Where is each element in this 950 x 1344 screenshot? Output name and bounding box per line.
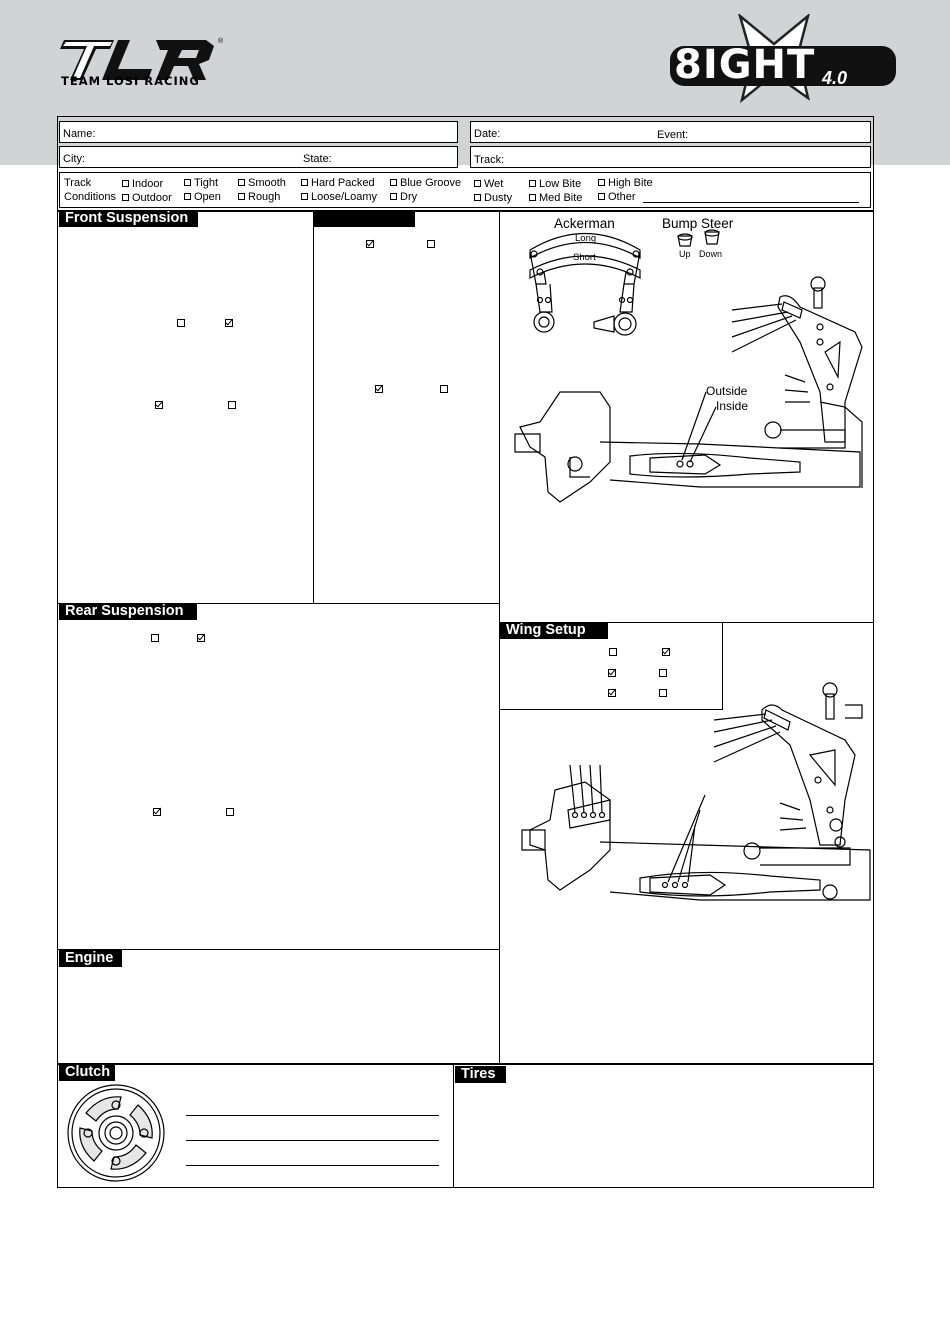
- option-blue-groove[interactable]: Blue Groove: [390, 177, 461, 189]
- event-label: Event:: [657, 129, 689, 141]
- product-logo-text: 8IGHT: [674, 42, 816, 88]
- front-unnamed-checkbox-checked[interactable]: [375, 385, 383, 393]
- rear-suspension-diagram: [500, 670, 872, 930]
- front-unnamed-checkbox-checked[interactable]: [366, 240, 374, 248]
- city-label: City:: [63, 153, 85, 165]
- option-low-bite[interactable]: Low Bite: [529, 178, 581, 190]
- option-hard-packed[interactable]: Hard Packed: [301, 177, 375, 189]
- tires-header: Tires: [455, 1066, 506, 1083]
- outside-label: Outside: [706, 384, 748, 398]
- track-label: Track:: [474, 154, 505, 166]
- wing-setup-header: Wing Setup: [500, 622, 608, 639]
- name-label: Name:: [63, 128, 96, 140]
- long-label: Long: [575, 233, 597, 244]
- clutch-write-line[interactable]: [186, 1140, 439, 1141]
- ackerman-label: Ackerman: [554, 216, 615, 231]
- rear-suspension-header: Rear Suspension: [59, 603, 197, 620]
- divider: [57, 949, 500, 950]
- wing-checkbox-checked[interactable]: [662, 648, 670, 656]
- date-label: Date:: [474, 128, 501, 140]
- rear-checkbox[interactable]: [226, 808, 234, 816]
- option-wet[interactable]: Wet: [474, 178, 503, 190]
- clutch-diagram: [66, 1083, 166, 1183]
- option-indoor[interactable]: Indoor: [122, 178, 163, 190]
- option-tight[interactable]: Tight: [184, 177, 218, 189]
- divider: [453, 1063, 454, 1188]
- short-label: Short: [573, 252, 596, 263]
- front-checkbox[interactable]: [177, 319, 185, 327]
- state-label: State:: [303, 153, 332, 165]
- front-suspension-diagram: [500, 212, 872, 512]
- option-high-bite[interactable]: High Bite: [598, 177, 653, 189]
- divider: [57, 1063, 874, 1065]
- front-unnamed-header: [314, 210, 415, 227]
- front-checkbox-checked[interactable]: [225, 319, 233, 327]
- front-unnamed-checkbox[interactable]: [440, 385, 448, 393]
- option-smooth[interactable]: Smooth: [238, 177, 286, 189]
- option-outdoor[interactable]: Outdoor: [122, 192, 172, 204]
- option-loose-loamy[interactable]: Loose/Loamy: [301, 191, 377, 203]
- option-other[interactable]: Other: [598, 191, 636, 203]
- eight-logo: [662, 14, 902, 104]
- front-unnamed-checkbox[interactable]: [427, 240, 435, 248]
- wing-checkbox[interactable]: [609, 648, 617, 656]
- up-label: Up: [679, 249, 691, 259]
- product-version: 4.0: [822, 68, 848, 88]
- divider: [313, 210, 314, 603]
- option-rough[interactable]: Rough: [238, 191, 280, 203]
- clutch-write-line[interactable]: [186, 1165, 439, 1166]
- option-dry[interactable]: Dry: [390, 191, 417, 203]
- front-checkbox[interactable]: [228, 401, 236, 409]
- track-conditions-label-2: Conditions: [64, 191, 116, 203]
- rear-checkbox-checked[interactable]: [153, 808, 161, 816]
- front-checkbox-checked[interactable]: [155, 401, 163, 409]
- option-med-bite[interactable]: Med Bite: [529, 192, 582, 204]
- registered-mark: ®: [218, 38, 224, 45]
- clutch-header: Clutch: [59, 1064, 115, 1081]
- engine-header: Engine: [59, 950, 122, 967]
- tlr-logo: [56, 36, 231, 91]
- tlr-tagline: TEAM LOSI RACING: [61, 74, 200, 88]
- inside-label: Inside: [716, 399, 749, 413]
- down-label: Down: [699, 249, 723, 259]
- front-suspension-header: Front Suspension: [59, 210, 198, 227]
- clutch-write-line[interactable]: [186, 1115, 439, 1116]
- track-conditions-label-1: Track: [64, 177, 92, 189]
- rear-checkbox-checked[interactable]: [197, 634, 205, 642]
- bump-steer-label: Bump Steer: [662, 216, 734, 231]
- option-dusty[interactable]: Dusty: [474, 192, 512, 204]
- option-open[interactable]: Open: [184, 191, 221, 203]
- rear-checkbox[interactable]: [151, 634, 159, 642]
